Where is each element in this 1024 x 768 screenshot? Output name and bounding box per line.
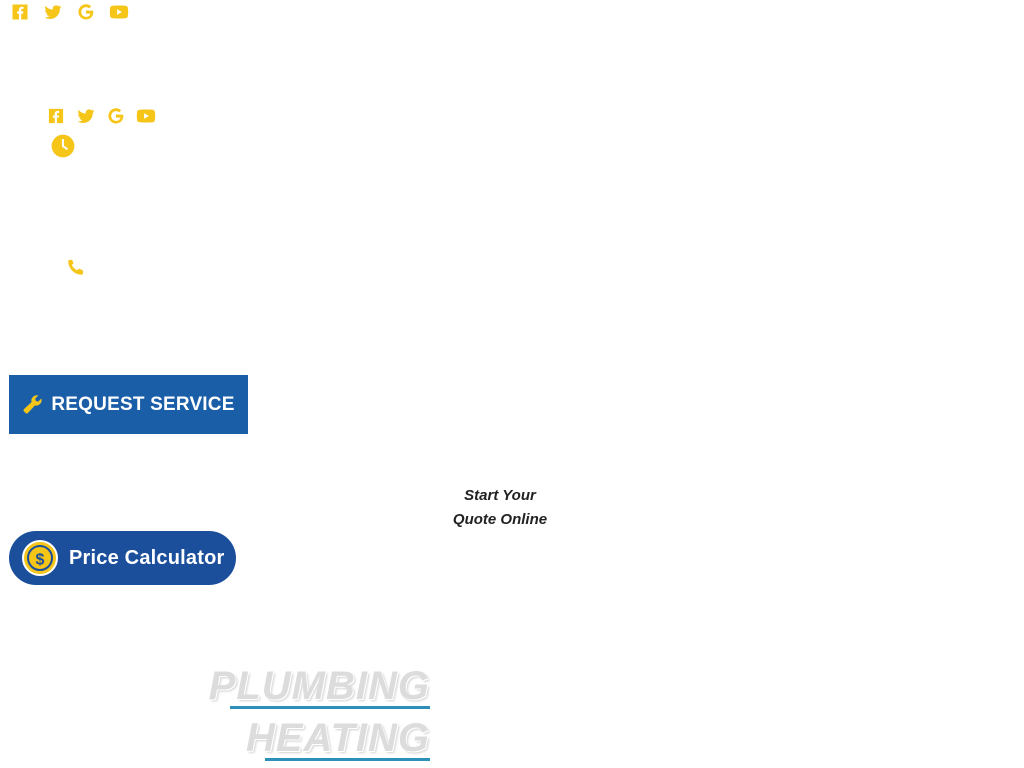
wordmark-line-plumbing: PLUMBING [208,664,430,708]
google-icon[interactable] [76,2,96,22]
youtube-icon[interactable] [109,2,129,22]
quote-online-text [400,484,600,532]
youtube-icon[interactable] [136,106,156,126]
facebook-icon[interactable] [46,106,66,126]
wordmark-line-heating: HEATING [245,716,430,760]
price-calculator-label: Price Calculator [69,546,225,569]
quote-line-2: Quote Online [452,511,548,528]
brand-wordmark [180,660,430,764]
coin-dollar-icon [22,540,58,576]
phone-icon[interactable] [66,255,86,279]
google-icon[interactable] [106,106,126,126]
quote-line-1: Start Your [464,487,536,504]
twitter-icon[interactable] [76,106,96,126]
facebook-icon[interactable] [10,2,30,22]
request-service-label: REQUEST SERVICE [51,394,235,415]
wrench-icon [22,394,43,415]
svg-text:$: $ [35,551,45,569]
request-service-button[interactable] [9,375,248,434]
twitter-icon[interactable] [43,2,63,22]
price-calculator-button[interactable] [9,531,236,585]
clock-icon[interactable] [50,133,76,159]
social-links-secondary [46,104,156,128]
social-links-top [10,0,129,24]
